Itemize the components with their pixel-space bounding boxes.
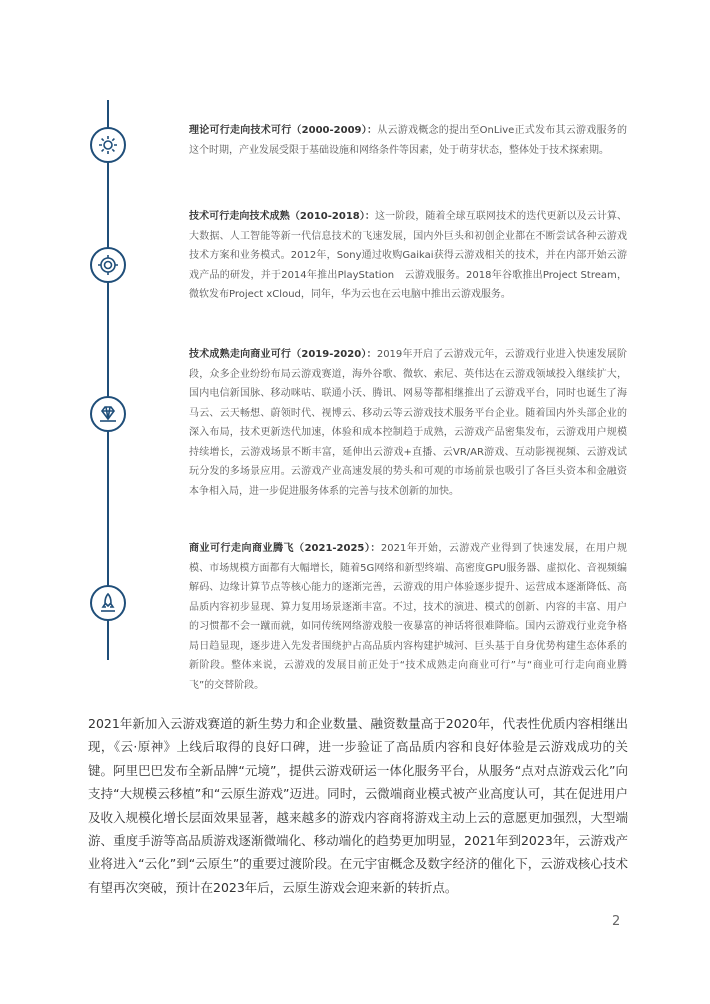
stage-body: 从云游戏概念的提出至OnLive正式发布其云游戏服务的这个时期，产业发展受限于基础设施和网络条件等因素，处于萌芽状态，整体处于技术探索期。: [189, 125, 627, 156]
stage-heading: 理论可行走向技术可行（2000-2009）：: [189, 125, 378, 136]
stage-body: 2021年开始，云游戏产业得到了快速发展，在用户规模、市场规模方面都有大幅增长，随着5G网络和新型终端、高密度GPU服务器、虚拟化、音视频编解码、边缘计算节点等核心能力的逐渐完善，云游戏的用户体验逐步提升、运营成本逐渐降低、高品质内容初步显现、算力复用场景逐渐丰富。不过，技术的演进、模式的创新、内容的丰富、用户的习惯都不会一蹴而就，如同传统网络游戏般一夜暴富的神话将很难降临。国内云游戏行业竞争格局日趋显现，逐步进入先发者围绕护占高品质内容构建护城河、巨头基于自身优势构建生态体系的新阶段。整体来说，云游戏的发展目前正处于“技术成熟走向商业可行”与“商业可行走向商业腾飞”的交替阶段。: [189, 543, 627, 691]
gear-sync-icon: [90, 127, 126, 163]
stage-body: 2019年开启了云游戏元年，云游戏行业进入快速发展阶段，众多企业纷纷布局云游戏赛道，海外谷歌、微软、索尼、英伟达在云游戏领域投入继续扩大，国内电信新国脉、移动咪咕、联通小沃、腾讯、网易等都相继推出了云游戏平台，同时也诞生了海马云、云天畅想、蔚领时代、视博云、移动云等云游戏技术服务平台企业。随着国内外头部企业的深入布局，技术更新迭代加速，体验和成本控制趋于成熟，云游戏产品密集发布，云游戏用户规模持续增长，云游戏场景不断丰富，延伸出云游戏+直播、云VR/AR游戏、互动影视视频、云游戏试玩分发的多场景应用。云游戏产业高速发展的势头和可观的市场前景也吸引了各巨头资本和金融资本争相入局，进一步促进服务体系的完善与技术创新的加快。: [189, 349, 627, 497]
rocket-launch-icon: [90, 585, 126, 621]
timeline-stage: [189, 539, 627, 695]
page-number: 2: [612, 914, 621, 929]
stage-body: 这一阶段，随着全球互联网技术的迭代更新以及云计算、大数据、人工智能等新一代信息技术的飞速发展，国内外巨头和初创企业都在不断尝试各种云游戏技术方案和业务模式。2012年，Sony通过收购Gaikai获得云游戏相关的技术，并在内部开始云游戏产品的研发，并于2014年推出PlayStation 云游戏服务。2018年谷歌推出Project Stream，微软发布Project xCloud，同年，华为云也在云电脑中推出云游戏服务。: [189, 211, 627, 300]
stage-heading: 技术可行走向技术成熟（2010-2018）：: [189, 211, 375, 222]
gear-arrows-icon: [90, 247, 126, 283]
timeline-stage: [189, 121, 627, 160]
timeline-line: [107, 100, 109, 660]
stage-heading: 技术成熟走向商业可行（2019-2020）：: [189, 349, 377, 360]
timeline-stage: [189, 207, 627, 305]
stage-heading: 商业可行走向商业腾飞（2021-2025）：: [189, 543, 381, 554]
diamond-badge-icon: [90, 396, 126, 432]
summary-paragraph: 2021年新加入云游戏赛道的新生势力和企业数量、融资数量高于2020年，代表性优质内容相继出现，《云·原神》上线后取得的良好口碑，进一步验证了高品质内容和良好体验是云游戏成功的关键。阿里巴巴发布全新品牌“元境”，提供云游戏研运一体化服务平台，从服务“点对点游戏云化”向支持“大规模云移植”和“云原生游戏”迈进。同时，云微端商业模式被产业高度认可，其在促进用户及收入规模化增长层面效果显著，越来越多的游戏内容商将游戏主动上云的意愿更加强烈，大型端游、重度手游等高品质游戏逐渐微端化、移动端化的趋势更加明显，2021年到2023年，云游戏产业将进入“云化”到“云原生”的重要过渡阶段。在元宇宙概念及数字经济的催化下，云游戏核心技术有望再次突破，预计在2023年后，云原生游戏会迎来新的转折点。: [88, 716, 628, 895]
timeline-stage: [189, 345, 627, 501]
